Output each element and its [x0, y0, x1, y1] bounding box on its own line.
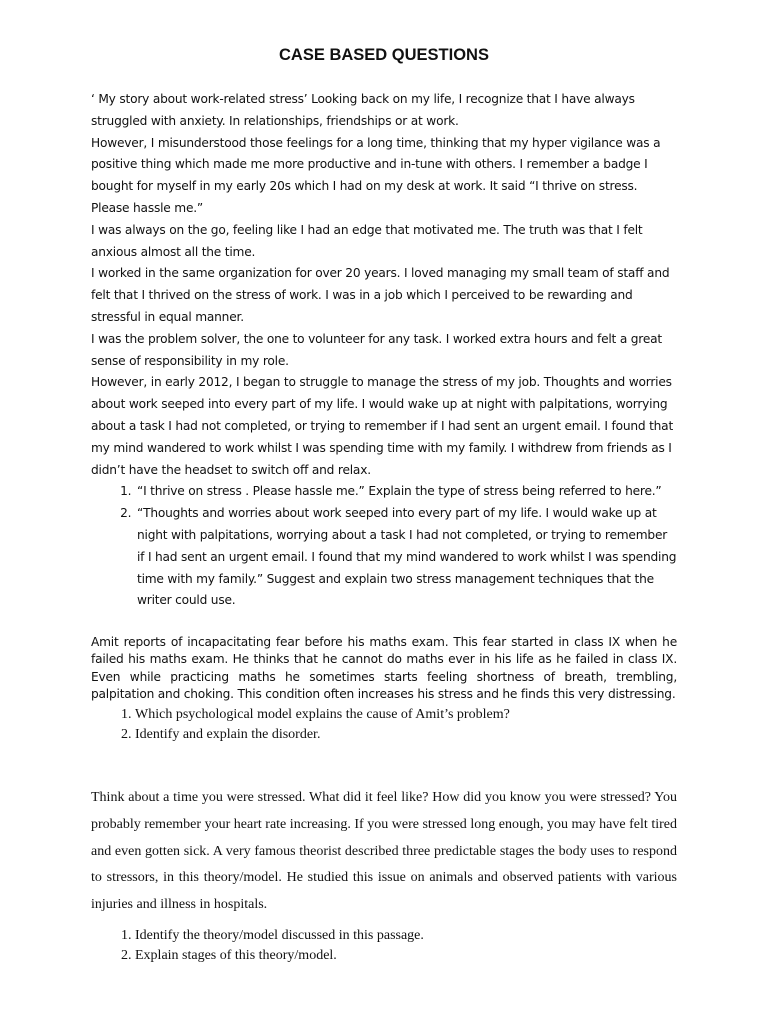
- question-item: 1. Identify the theory/model discussed in this passage.: [135, 926, 677, 947]
- case-study-stress-theory: [91, 785, 677, 967]
- question-list: [91, 926, 677, 967]
- question-item: 1. Which psychological model explains the cause of Amit’s problem?: [135, 705, 677, 725]
- page-title: CASE BASED QUESTIONS: [279, 46, 489, 64]
- passage-paragraph: ‘ My story about work-related stress’ Looking back on my life, I recognize that I have always struggled with anxiety. In relationships, friendships or at work.: [91, 92, 635, 128]
- passage-paragraph: I was the problem solver, the one to volunteer for any task. I worked extra hours and felt a great sense of responsibility in my role.: [91, 331, 662, 368]
- question-list: [91, 481, 677, 612]
- question-item: 2. “Thoughts and worries about work seeped into every part of my life. I would wake up at night with palpitations, worrying about a task I had not completed, or trying to remember if I had sent an urgent email. I found that my mind wandered to work whilst I was spending time with my family.” Suggest and explain two stress management techniques that the writer could use.: [135, 503, 677, 612]
- question-item: 2. Explain stages of this theory/model.: [135, 946, 677, 967]
- passage-paragraph: However, I misunderstood those feelings for a long time, thinking that my hyper vigilance was a positive thing which made me more productive and in-tune with others. I remember a badge I bought for myself in my early 20s which I had on my desk at work. It said “I thrive on stress. Please hassle me.”: [91, 135, 661, 215]
- passage-paragraph: I was always on the go, feeling like I had an edge that motivated me. The truth was that I felt anxious almost all the time.: [91, 222, 643, 259]
- passage-paragraph: Amit reports of incapacitating fear before his maths exam. This fear started in class IX when he failed his maths exam. He thinks that he cannot do maths ever in his life as he failed in class IX. Even while practicing maths he sometimes starts feeling shortness of breath, trembling, palpitation and choking. This condition often increases his stress and he finds this very distressing.: [91, 635, 677, 702]
- case-study-amit: [91, 634, 677, 745]
- passage-paragraph: I worked in the same organization for over 20 years. I loved managing my small team of staff and felt that I thrived on the stress of work. I was in a job which I perceived to be rewarding and stressful in equal manner.: [91, 266, 670, 324]
- passage-paragraph: However, in early 2012, I began to struggle to manage the stress of my job. Thoughts and worries about work seeped into every part of my life. I would wake up at night with palpitations, worrying about a task I had not completed, or trying to remember if I had sent an urgent email. I found that my mind wandered to work whilst I was spending time with my family. I withdrew from friends as I didn’t have the headset to switch off and relax.: [91, 375, 674, 477]
- case-study-work-stress: [91, 89, 677, 612]
- question-item: 1. “I thrive on stress . Please hassle me.” Explain the type of stress being referred to here.”: [135, 481, 677, 503]
- question-item: 2. Identify and explain the disorder.: [135, 725, 677, 745]
- passage-paragraph: Think about a time you were stressed. What did it feel like? How did you know you were stressed? You probably remember your heart rate increasing. If you were stressed long enough, you may have felt tired and even gotten sick. A very famous theorist described three predictable stages the body uses to respond to stressors, in this theory/model. He studied this issue on animals and observed patients with various injuries and illness in hospitals.: [91, 790, 677, 913]
- question-list: [91, 705, 677, 745]
